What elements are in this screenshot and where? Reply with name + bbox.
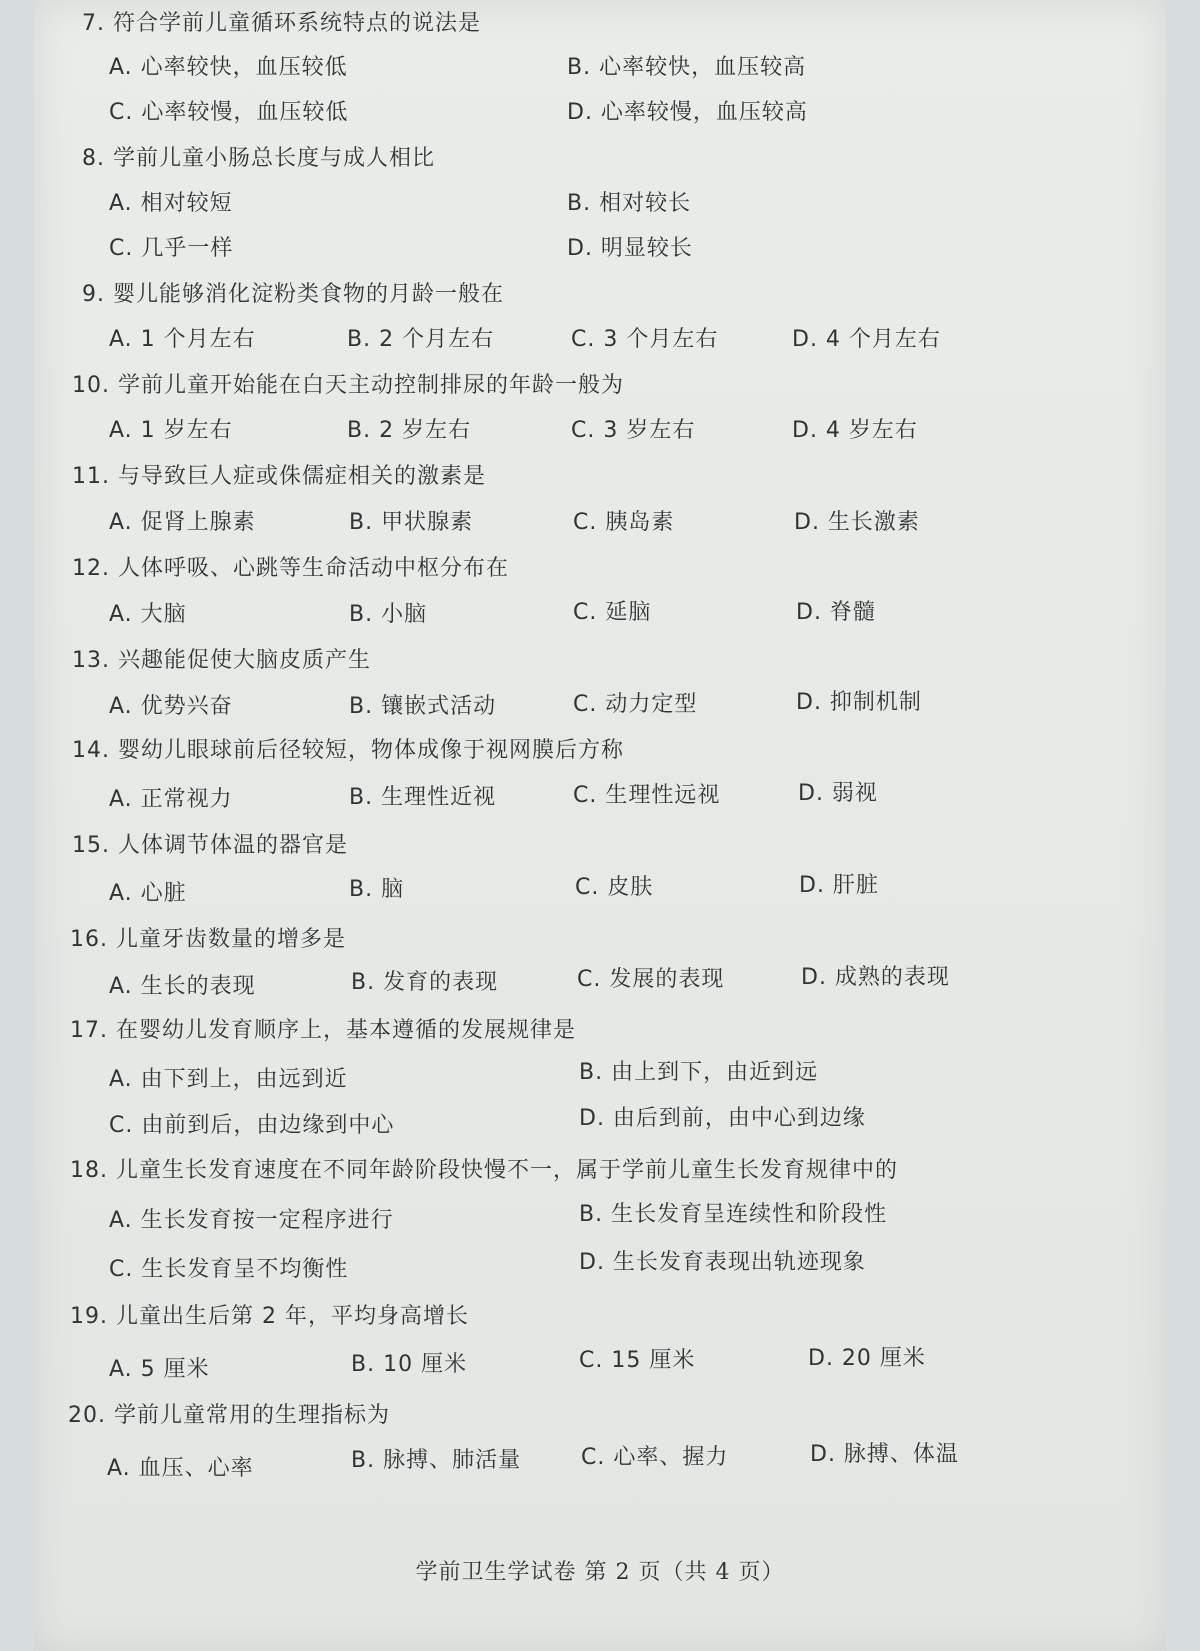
option-c: C. 胰岛素 (573, 510, 675, 535)
option-c: C. 心率、握力 (581, 1445, 729, 1470)
option-c: C. 延脑 (573, 600, 652, 625)
question-stem: 14. 婴幼儿眼球前后径较短，物体成像于视网膜后方称 (72, 738, 624, 763)
option-b: B. 由上到下，由近到远 (579, 1060, 819, 1085)
option-d: D. 抑制机制 (796, 690, 922, 715)
option-c: C. 生理性远视 (573, 783, 721, 808)
option-c: C. 几乎一样 (109, 236, 234, 261)
exam-page (34, 0, 1166, 1651)
option-b: B. 脉搏、肺活量 (351, 1448, 522, 1473)
question-stem: 8. 学前儿童小肠总长度与成人相比 (82, 146, 435, 171)
option-c: C. 3 个月左右 (571, 327, 719, 352)
option-d: D. 生长发育表现出轨迹现象 (579, 1250, 866, 1275)
option-d: D. 4 岁左右 (792, 418, 918, 443)
option-b: B. 生理性近视 (349, 785, 497, 810)
option-d: D. 4 个月左右 (792, 327, 941, 352)
question-stem: 13. 兴趣能促使大脑皮质产生 (72, 648, 371, 673)
option-a: A. 血压、心率 (107, 1456, 254, 1481)
option-a: A. 5 厘米 (109, 1357, 210, 1382)
question-stem: 16. 儿童牙齿数量的增多是 (70, 927, 346, 952)
question-stem: 12. 人体呼吸、心跳等生命活动中枢分布在 (72, 556, 509, 581)
question-stem: 9. 婴儿能够消化淀粉类食物的月龄一般在 (82, 282, 504, 307)
option-c: C. 由前到后，由边缘到中心 (109, 1113, 395, 1138)
option-a: A. 由下到上，由远到近 (109, 1067, 348, 1092)
option-d: D. 脊髓 (796, 600, 876, 625)
option-a: A. 促肾上腺素 (109, 510, 256, 535)
option-c: C. 发展的表现 (577, 967, 725, 992)
option-d: D. 20 厘米 (808, 1346, 926, 1371)
option-b: B. 相对较长 (567, 191, 692, 216)
option-d: D. 成熟的表现 (801, 965, 950, 990)
question-stem: 19. 儿童出生后第 2 年，平均身高增长 (70, 1304, 469, 1329)
option-d: D. 肝脏 (799, 873, 879, 898)
option-b: B. 发育的表现 (351, 970, 499, 995)
option-a: A. 1 个月左右 (109, 327, 256, 352)
option-a: A. 心率较快，血压较低 (109, 55, 348, 80)
question-stem: 20. 学前儿童常用的生理指标为 (68, 1403, 390, 1428)
question-stem: 7. 符合学前儿童循环系统特点的说法是 (82, 11, 481, 36)
option-a: A. 心脏 (109, 881, 187, 906)
option-b: B. 小脑 (349, 602, 428, 627)
option-b: B. 心率较快，血压较高 (567, 55, 807, 80)
option-b: B. 镶嵌式活动 (349, 694, 497, 719)
option-b: B. 10 厘米 (351, 1352, 468, 1377)
option-d: D. 生长激素 (794, 510, 920, 535)
option-a: A. 生长的表现 (109, 974, 256, 999)
option-c: C. 生长发育呈不均衡性 (109, 1257, 349, 1282)
option-a: A. 相对较短 (109, 191, 233, 216)
question-stem: 17. 在婴幼儿发育顺序上，基本遵循的发展规律是 (70, 1018, 576, 1043)
option-d: D. 脉搏、体温 (810, 1442, 959, 1467)
option-d: D. 明显较长 (567, 236, 693, 261)
option-d: D. 弱视 (798, 781, 878, 806)
option-a: A. 大脑 (109, 602, 187, 627)
question-stem: 18. 儿童生长发育速度在不同年龄阶段快慢不一，属于学前儿童生长发育规律中的 (70, 1158, 898, 1183)
option-c: C. 3 岁左右 (571, 418, 696, 443)
option-d: D. 由后到前，由中心到边缘 (579, 1106, 866, 1131)
option-a: A. 1 岁左右 (109, 418, 233, 443)
question-stem: 15. 人体调节体温的器官是 (72, 833, 348, 858)
option-b: B. 2 个月左右 (347, 327, 495, 352)
option-a: A. 正常视力 (109, 787, 233, 812)
question-stem: 10. 学前儿童开始能在白天主动控制排尿的年龄一般为 (72, 373, 624, 398)
option-b: B. 脑 (349, 877, 405, 902)
option-c: C. 心率较慢，血压较低 (109, 100, 349, 125)
option-b: B. 2 岁左右 (347, 418, 472, 443)
option-c: C. 动力定型 (573, 692, 698, 717)
option-b: B. 生长发育呈连续性和阶段性 (579, 1202, 888, 1227)
question-stem: 11. 与导致巨人症或侏儒症相关的激素是 (72, 464, 486, 489)
option-d: D. 心率较慢，血压较高 (567, 100, 808, 125)
option-c: C. 皮肤 (575, 875, 654, 900)
option-a: A. 生长发育按一定程序进行 (109, 1208, 394, 1233)
option-c: C. 15 厘米 (579, 1348, 696, 1373)
option-a: A. 优势兴奋 (109, 694, 233, 719)
option-b: B. 甲状腺素 (349, 510, 474, 535)
page-footer: 学前卫生学试卷 第 2 页（共 4 页） (415, 1560, 785, 1585)
